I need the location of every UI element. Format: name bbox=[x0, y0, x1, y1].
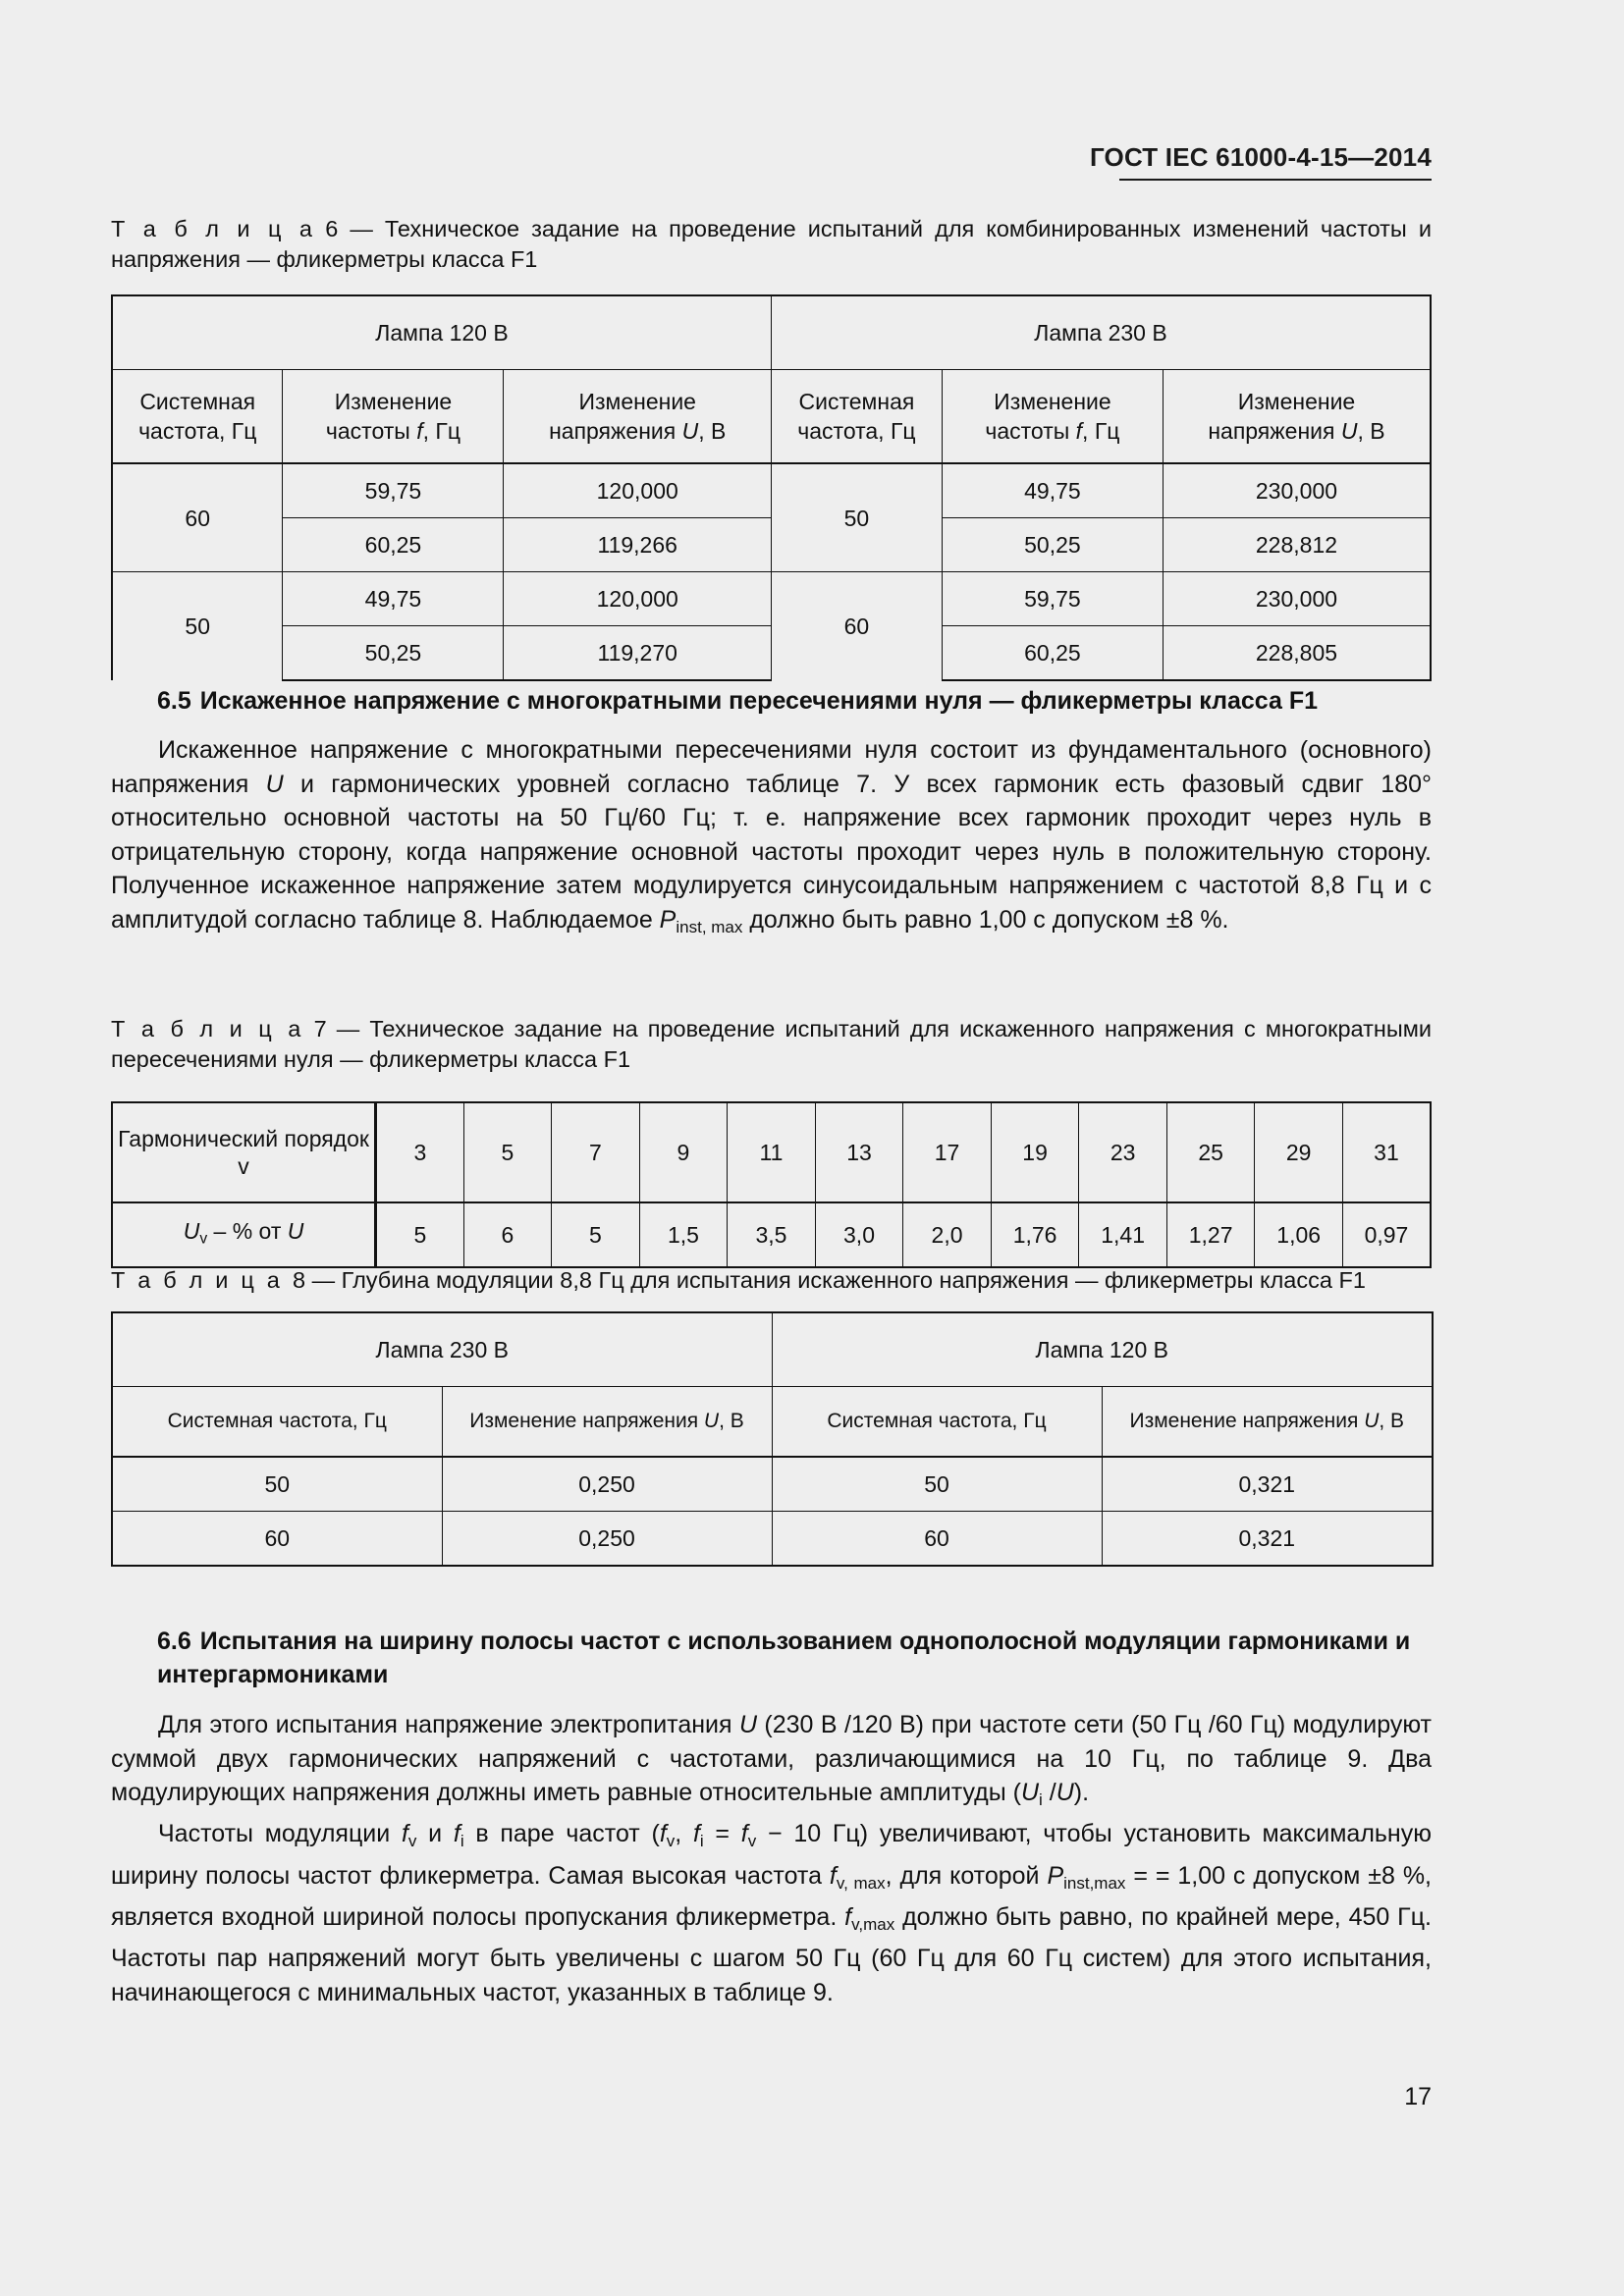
table7-percent-11: 0,97 bbox=[1342, 1202, 1431, 1267]
table8-group-header-row bbox=[112, 1312, 1433, 1387]
table7-order-9: 25 bbox=[1166, 1102, 1255, 1202]
table7-label-line2: v bbox=[238, 1153, 249, 1179]
table7-label2-u: U bbox=[183, 1217, 200, 1244]
table7-order-1: 5 bbox=[463, 1102, 552, 1202]
table7-order-11: 31 bbox=[1342, 1102, 1431, 1202]
table7-label2-text: – % от bbox=[207, 1217, 288, 1244]
table7-percent-6: 2,0 bbox=[903, 1202, 992, 1267]
table7-order-7: 19 bbox=[991, 1102, 1079, 1202]
table8-column-header-row bbox=[112, 1387, 1433, 1458]
page-content bbox=[111, 0, 1432, 2296]
table8-cell-voltchange-230-r1: 0,250 bbox=[442, 1512, 772, 1567]
table8 bbox=[111, 1311, 1434, 1567]
table8-caption-prefix: Т а б л и ц а bbox=[111, 1267, 284, 1293]
p66-1-var-u: U bbox=[738, 1711, 758, 1738]
table6-cell-voltchange-120-r2: 120,000 bbox=[504, 572, 772, 626]
p66-2-fv2-sub: v bbox=[666, 1832, 676, 1850]
table7-caption-block bbox=[111, 1014, 1432, 1075]
table6-colhdr-sysfreq-230: Системная частота, Гц bbox=[771, 370, 942, 464]
table6-cell-voltchange-120-r3: 119,270 bbox=[504, 626, 772, 681]
table6-colhdr-freqchange-120: Изменение частоты f, Гц bbox=[283, 370, 504, 464]
table7-order-2: 7 bbox=[552, 1102, 640, 1202]
table6-caption-block bbox=[111, 214, 1432, 275]
table6-cell-freqchange-230-r0: 49,75 bbox=[942, 463, 1163, 518]
table8-cell-sysfreq-120-r1: 60 bbox=[772, 1512, 1102, 1567]
table7-percent-1: 6 bbox=[463, 1202, 552, 1267]
p66-1-a: Для этого испытания напряжение электропитания bbox=[158, 1711, 739, 1738]
document-header-standard-number: ГОСТ IEC 61000-4-15—2014 bbox=[1089, 142, 1432, 172]
section-6-6-heading bbox=[111, 1625, 1432, 1691]
table7-percent-9: 1,27 bbox=[1166, 1202, 1255, 1267]
table7-percent-row bbox=[112, 1202, 1431, 1267]
table6-colhdr-freqchange-230: Изменение частоты f, Гц bbox=[942, 370, 1163, 464]
p66-2-fv3: f bbox=[740, 1820, 748, 1848]
p65-var-p: P bbox=[659, 905, 677, 934]
page-number: 17 bbox=[1404, 2083, 1432, 2110]
p65-part3: должно быть равно 1,00 с допуском ±8 %. bbox=[742, 905, 1229, 934]
table-row bbox=[112, 572, 1431, 626]
table-row bbox=[112, 463, 1431, 518]
table7-wrapper bbox=[111, 1101, 1432, 1268]
header-underline bbox=[1119, 179, 1432, 181]
table6-cell-voltchange-230-r3: 228,805 bbox=[1163, 626, 1431, 681]
table6-wrapper bbox=[111, 294, 1432, 681]
p66-2-c: в паре частот ( bbox=[463, 1820, 660, 1848]
section-6-6-block bbox=[111, 1625, 1432, 2009]
p66-2-e: = bbox=[703, 1820, 741, 1848]
p66-2-h: = = 1,00 с допуском ±8 %, является входной шириной полосы пропускания фликерметра. bbox=[111, 1861, 1432, 1931]
table6-cell-voltchange-120-r1: 119,266 bbox=[504, 518, 772, 572]
p65-var-p-subscript: inst, max bbox=[676, 917, 743, 936]
table6-cell-freqchange-230-r2: 59,75 bbox=[942, 572, 1163, 626]
p66-2-a: Частоты модуляции bbox=[158, 1820, 402, 1848]
table8-cell-sysfreq-120-r0: 50 bbox=[772, 1457, 1102, 1512]
table8-caption bbox=[111, 1265, 1432, 1296]
p65-part2: и гармонических уровней согласно таблице 7. У всех гармоник есть фазовый сдвиг 180° относительно основной частоты на 50 Гц/60 Гц; т. е. напряжение всех гармоник проходит через нуль в отрицательную сторону, когда напряжение основной частоты проходит через нуль в положительную сторону. Полученное искаженное напряжение затем модулируется синусоидальным напряжением с частотой 8,8 Гц и с амплитудой согласно таблице 8. Наблюдаемое bbox=[111, 770, 1432, 934]
table6-group-header-lamp230: Лампа 230 В bbox=[771, 295, 1431, 370]
table6-cell-voltchange-230-r2: 230,000 bbox=[1163, 572, 1431, 626]
table7-percent-2: 5 bbox=[552, 1202, 640, 1267]
section-6-6-title: Испытания на ширину полосы частот с использованием однополосной модуляции гармониками и интергармониками bbox=[157, 1628, 1411, 1688]
table8-cell-voltchange-120-r1: 0,321 bbox=[1102, 1512, 1433, 1567]
p66-1-var-ui-sub: i bbox=[1039, 1789, 1043, 1809]
table7-order-10: 29 bbox=[1255, 1102, 1343, 1202]
table7-order-row bbox=[112, 1102, 1431, 1202]
table6-cell-sysfreq-230-r0: 50 bbox=[771, 463, 942, 572]
table6-colhdr-voltchange-230: Изменение напряжения U, В bbox=[1163, 370, 1431, 464]
table7-percent-7: 1,76 bbox=[991, 1202, 1079, 1267]
table6-colhdr-voltchange-120: Изменение напряжения U, В bbox=[504, 370, 772, 464]
table6-cell-voltchange-230-r0: 230,000 bbox=[1163, 463, 1431, 518]
table8-cell-voltchange-230-r0: 0,250 bbox=[442, 1457, 772, 1512]
table7-caption bbox=[111, 1014, 1432, 1075]
table7-order-0: 3 bbox=[376, 1102, 464, 1202]
table7-percent-4: 3,5 bbox=[728, 1202, 816, 1267]
table7-percent-0: 5 bbox=[376, 1202, 464, 1267]
table6-colhdr-sysfreq-120: Системная частота, Гц bbox=[112, 370, 283, 464]
p66-2-fi2-sub: i bbox=[699, 1832, 704, 1850]
p66-2-d: , bbox=[675, 1820, 693, 1848]
table6-cell-sysfreq-120-r0: 60 bbox=[112, 463, 283, 572]
table6-cell-voltchange-120-r0: 120,000 bbox=[504, 463, 772, 518]
table6-cell-freqchange-120-r1: 60,25 bbox=[283, 518, 504, 572]
p66-1-var-ui: U bbox=[1020, 1779, 1040, 1806]
p66-2-fv3-sub: v bbox=[747, 1832, 757, 1850]
table8-cell-sysfreq-230-r0: 50 bbox=[112, 1457, 442, 1512]
p66-2-fvmax2-sub: v,max bbox=[851, 1914, 895, 1934]
section-6-6-number: 6.6 bbox=[157, 1628, 191, 1655]
p66-2-fvmax-sub: v, max bbox=[836, 1873, 886, 1893]
table6-caption-text: — Техническое задание на проведение испытаний для комбинированных изменений частоты и напряжения — фликерметры класса F1 bbox=[111, 216, 1433, 272]
table8-caption-text: — Глубина модуляции 8,8 Гц для испытания искаженного напряжения — фликерметры класса F1 bbox=[305, 1267, 1366, 1293]
table7-percent-3: 1,5 bbox=[639, 1202, 728, 1267]
p66-2-fi2: f bbox=[692, 1820, 700, 1848]
table8-colhdr-voltchange-230: Изменение напряжения U, В bbox=[442, 1387, 772, 1458]
p66-1-c: / bbox=[1042, 1779, 1056, 1806]
table7-percent-5: 3,0 bbox=[815, 1202, 903, 1267]
table-row bbox=[112, 1457, 1433, 1512]
table6-cell-sysfreq-230-r2: 60 bbox=[771, 572, 942, 681]
table7-caption-number: 7 bbox=[313, 1016, 327, 1041]
p65-part1: Искаженное напряжение с многократными пересечениями нуля состоит из фундаментального (основного) напряжения bbox=[111, 736, 1432, 798]
table6-group-header-row bbox=[112, 295, 1431, 370]
p66-2-fvmax2: f bbox=[844, 1902, 852, 1931]
section-6-6-paragraph-2 bbox=[111, 1817, 1432, 2009]
p66-2-pinst: P bbox=[1047, 1861, 1064, 1890]
p66-1-var-u2: U bbox=[1056, 1779, 1074, 1806]
table8-caption-block bbox=[111, 1265, 1432, 1296]
table7-label2-u-sub: v bbox=[199, 1230, 208, 1248]
table8-group-header-lamp230: Лампа 230 В bbox=[112, 1312, 772, 1387]
p66-2-fv-sub: v bbox=[407, 1832, 417, 1850]
table7-caption-text: — Техническое задание на проведение испытаний для искаженного напряжения с многократными пересечениями нуля — фликерметры класса F1 bbox=[111, 1016, 1433, 1072]
table7-label2-u2: U bbox=[287, 1217, 304, 1244]
table6-cell-freqchange-120-r0: 59,75 bbox=[283, 463, 504, 518]
table7-percent-10: 1,06 bbox=[1255, 1202, 1343, 1267]
table6-cell-freqchange-230-r1: 50,25 bbox=[942, 518, 1163, 572]
table8-caption-number: 8 bbox=[293, 1267, 306, 1293]
section-6-5-heading bbox=[111, 684, 1432, 718]
section-6-6-paragraph-1 bbox=[111, 1708, 1432, 1817]
p66-2-pinst-sub: inst,max bbox=[1063, 1873, 1126, 1893]
table6-group-header-lamp120: Лампа 120 В bbox=[112, 295, 771, 370]
table7-label-line1: Гармонический порядок bbox=[118, 1126, 369, 1151]
table8-cell-sysfreq-230-r1: 60 bbox=[112, 1512, 442, 1567]
p66-2-fi-sub: i bbox=[460, 1832, 464, 1850]
p66-2-fi: f bbox=[453, 1820, 460, 1848]
table7-order-4: 11 bbox=[728, 1102, 816, 1202]
table7 bbox=[111, 1101, 1432, 1268]
table6-caption-number: 6 bbox=[325, 216, 339, 241]
table8-wrapper bbox=[111, 1311, 1432, 1567]
p66-2-fvmax: f bbox=[829, 1861, 837, 1890]
table6-column-header-row bbox=[112, 370, 1431, 464]
p66-2-fv: f bbox=[401, 1820, 408, 1848]
p66-2-i: должно быть равно, по крайней мере, 450 Гц. Частоты пар напряжений могут быть увеличены с шагом 50 Гц (60 Гц для 60 Гц систем) для этого испытания, начинающегося с минимальных частот, указанных в таблице 9. bbox=[111, 1902, 1432, 2006]
p65-var-u: U bbox=[265, 770, 284, 798]
table6-cell-voltchange-230-r1: 228,812 bbox=[1163, 518, 1431, 572]
table6 bbox=[111, 294, 1432, 681]
table-row bbox=[112, 1512, 1433, 1567]
table6-cell-freqchange-120-r2: 49,75 bbox=[283, 572, 504, 626]
table6-caption bbox=[111, 214, 1432, 275]
table7-order-5: 13 bbox=[815, 1102, 903, 1202]
table7-order-6: 17 bbox=[903, 1102, 992, 1202]
table8-group-header-lamp120: Лампа 120 В bbox=[772, 1312, 1433, 1387]
table7-order-8: 23 bbox=[1079, 1102, 1167, 1202]
p66-2-f: − 10 Гц) увеличивают, чтобы установить максимальную ширину полосы частот фликерметра. Самая высокая частота bbox=[111, 1820, 1432, 1890]
table7-percent-8: 1,41 bbox=[1079, 1202, 1167, 1267]
table8-colhdr-voltchange-120: Изменение напряжения U, В bbox=[1102, 1387, 1433, 1458]
section-6-5-paragraph bbox=[111, 733, 1432, 944]
table7-caption-prefix: Т а б л и ц а bbox=[111, 1016, 304, 1041]
table7-order-3: 9 bbox=[639, 1102, 728, 1202]
table6-caption-prefix: Т а б л и ц а bbox=[111, 216, 316, 241]
table8-cell-voltchange-120-r0: 0,321 bbox=[1102, 1457, 1433, 1512]
table6-cell-freqchange-230-r3: 60,25 bbox=[942, 626, 1163, 681]
table8-colhdr-sysfreq-120: Системная частота, Гц bbox=[772, 1387, 1102, 1458]
table6-cell-sysfreq-120-r2: 50 bbox=[112, 572, 283, 681]
p66-2-g: , для которой bbox=[885, 1861, 1048, 1890]
p66-1-b: (230 В /120 В) при частоте сети (50 Гц /60 Гц) модулируют суммой двух гармонических напряжений с частотами, различающимися на 10 Гц, по таблице 9. Два модулирующих напряжения должны иметь равные относительные амплитуды ( bbox=[111, 1711, 1432, 1806]
table6-cell-freqchange-120-r3: 50,25 bbox=[283, 626, 504, 681]
p66-2-b: и bbox=[416, 1820, 454, 1848]
p66-1-d: ). bbox=[1073, 1779, 1090, 1806]
section-6-5-number: 6.5 bbox=[157, 687, 191, 715]
p66-2-fv2: f bbox=[659, 1820, 667, 1848]
table7-row-label-percent bbox=[112, 1202, 376, 1267]
table7-row-label-harmonic-order bbox=[112, 1102, 376, 1202]
table8-colhdr-sysfreq-230: Системная частота, Гц bbox=[112, 1387, 442, 1458]
section-6-5-block bbox=[111, 684, 1432, 944]
section-6-5-title: Искаженное напряжение с многократными пересечениями нуля — фликерметры класса F1 bbox=[199, 687, 1319, 715]
